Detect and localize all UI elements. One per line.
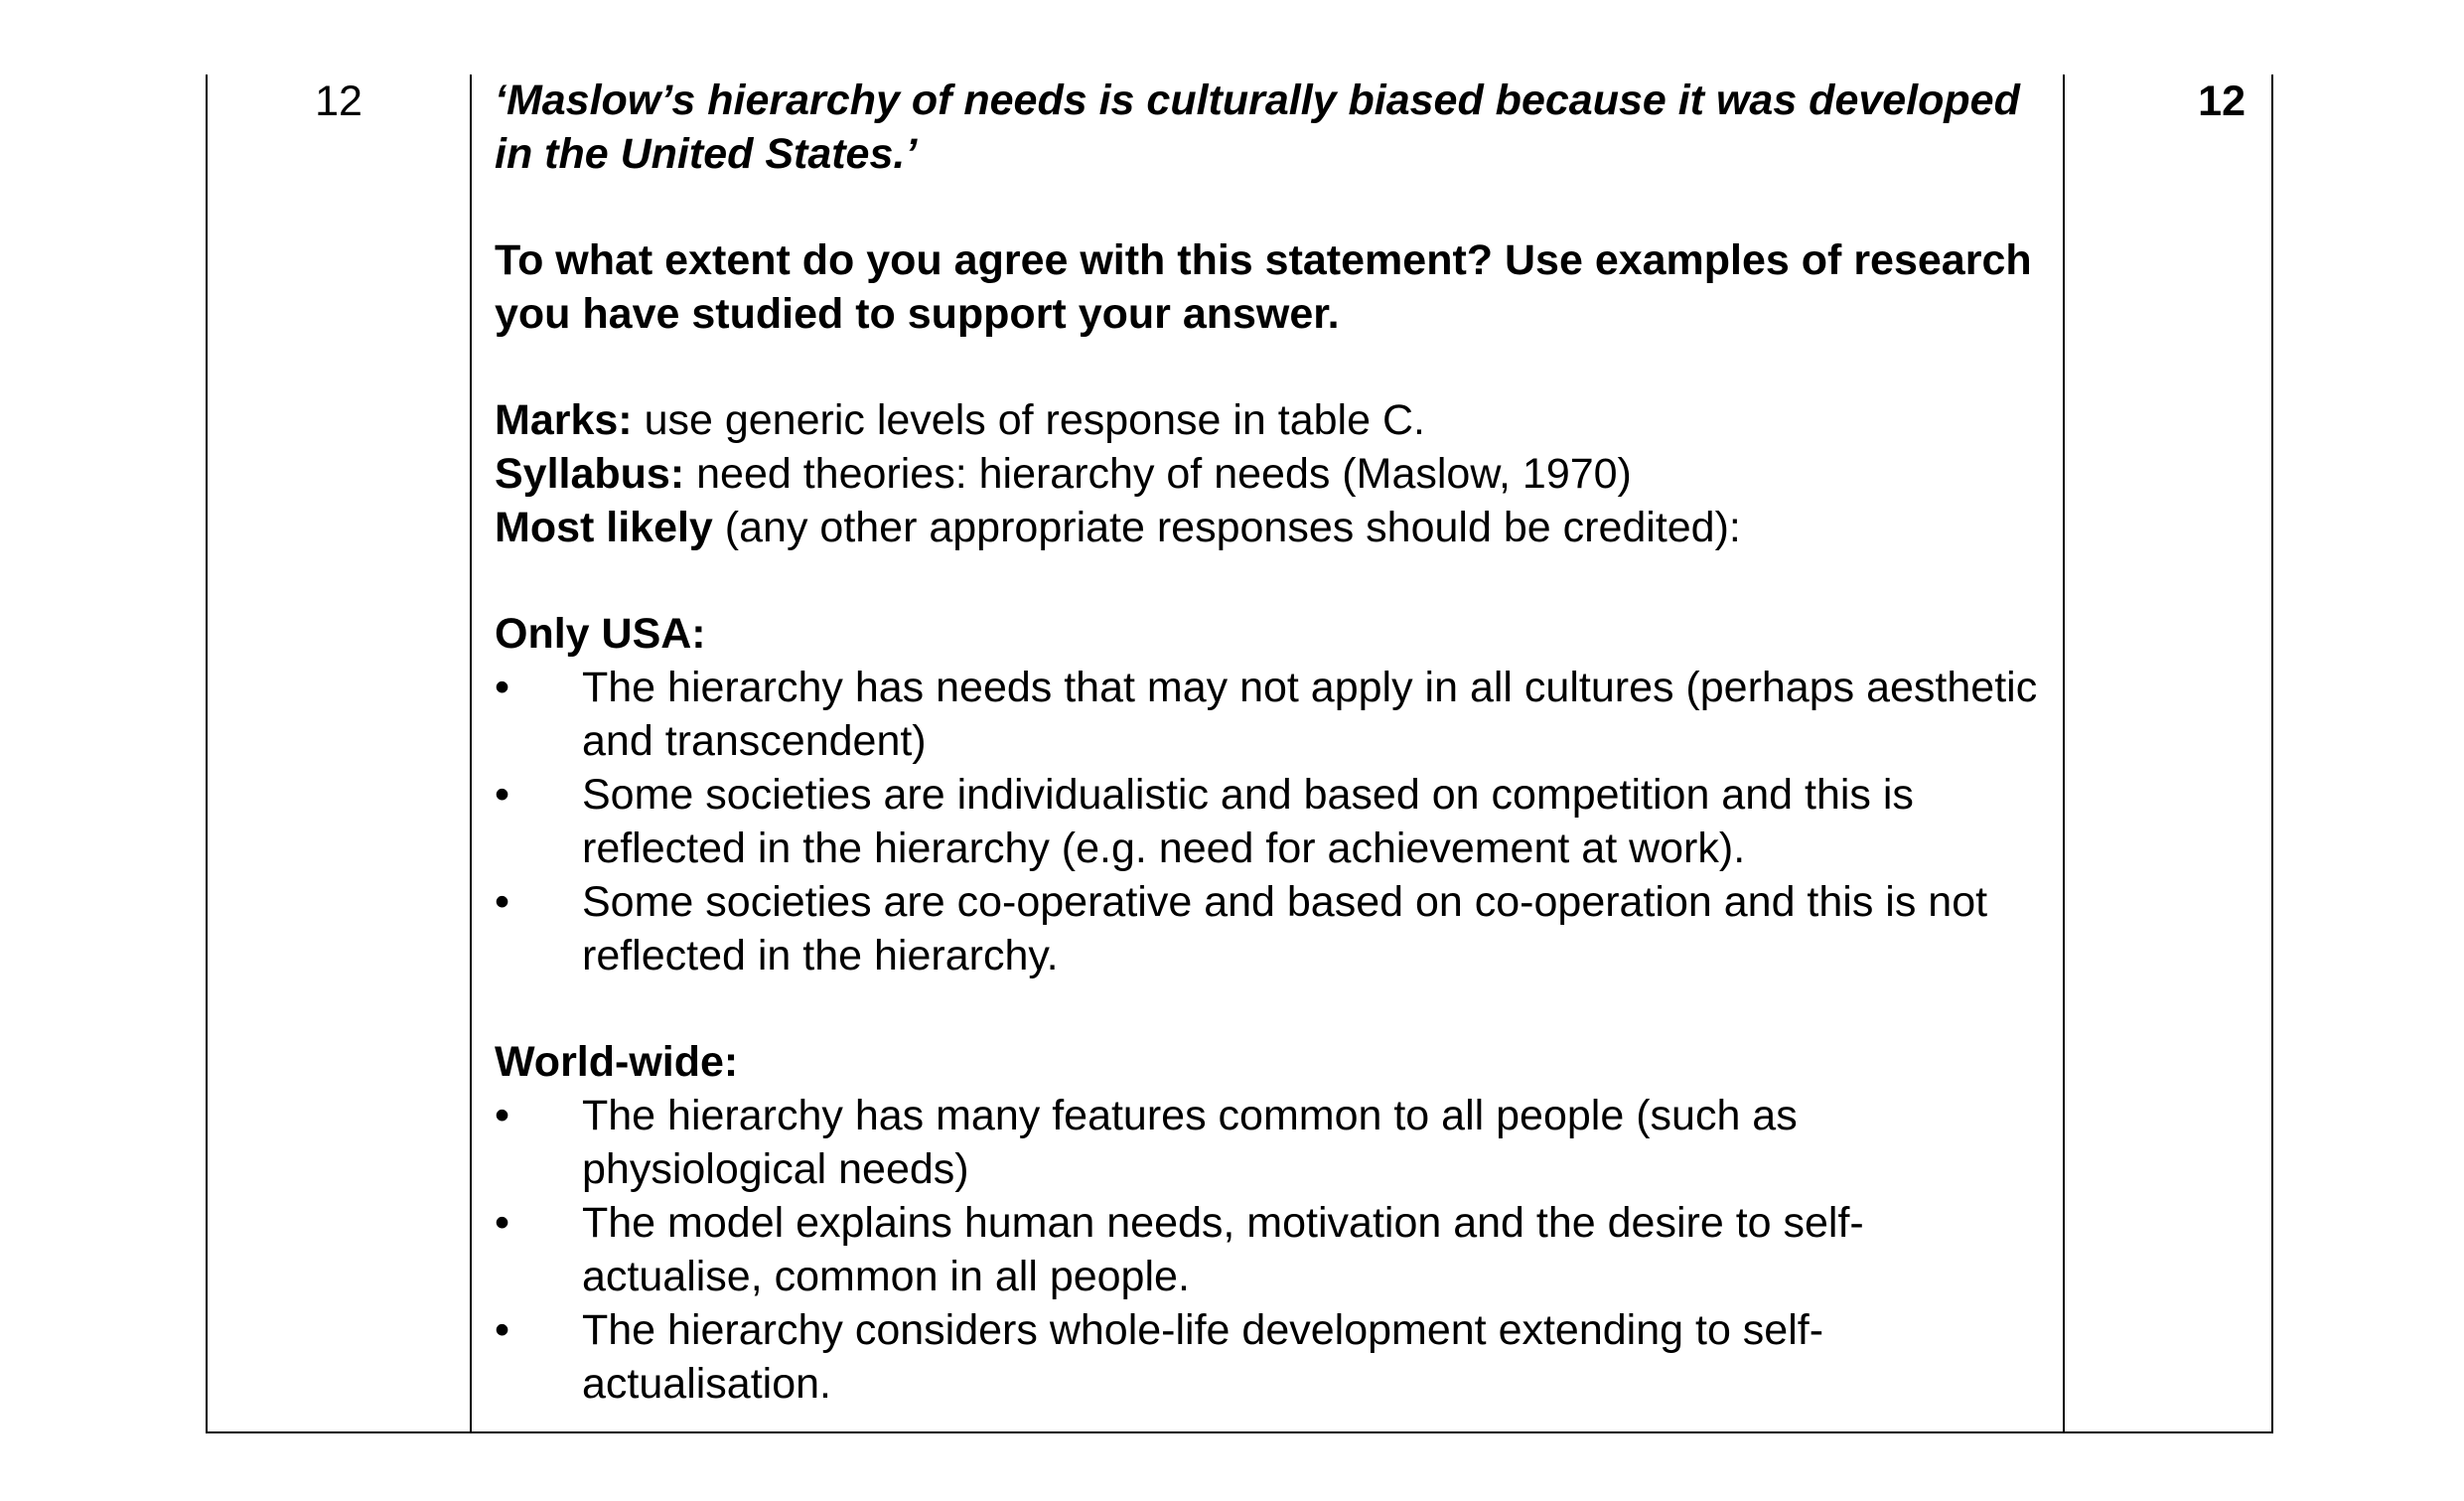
list-item-text: The hierarchy has needs that may not apply in all cultures (perhaps aesthetic and transcendent) <box>582 664 2038 765</box>
list-item-text: Some societies are individualistic and based on competition and this is reflected in the hierarchy (e.g. need for achievement at work). <box>582 771 1914 872</box>
bullet-icon: • <box>495 1092 510 1139</box>
world-wide-list <box>495 1089 2044 1411</box>
bullet-icon: • <box>495 1199 510 1247</box>
list-item-text: Some societies are co-operative and based on co-operation and this is not reflected in the hierarchy. <box>582 878 1988 979</box>
list-item-text: The hierarchy has many features common to all people (such as physiological needs) <box>582 1092 1798 1193</box>
marks-total: 12 <box>2198 77 2246 125</box>
marks-label: Marks: <box>495 396 633 444</box>
list-item-text: The hierarchy considers whole-life development extending to self-actualisation. <box>582 1306 1824 1408</box>
marks-line <box>495 393 2044 447</box>
question-quote: ‘Maslow’s hierarchy of needs is culturally biased because it was developed in the United States.’ <box>495 76 2020 178</box>
bullet-icon: • <box>495 878 510 926</box>
list-item <box>495 661 2044 768</box>
answer-guidance <box>495 74 2044 1411</box>
most-likely-label: Most likely <box>495 504 713 551</box>
only-usa-list <box>495 661 2044 982</box>
bullet-icon: • <box>495 771 510 819</box>
list-item <box>495 1303 2044 1411</box>
list-item <box>495 768 2044 875</box>
bullet-icon: • <box>495 1306 510 1354</box>
question-instruction: To what extent do you agree with this statement? Use examples of research you have studied to support your answer. <box>495 236 2032 338</box>
marks-text: use generic levels of response in table C. <box>632 396 1425 444</box>
column-divider-right <box>2063 75 2065 1433</box>
list-item <box>495 1089 2044 1196</box>
syllabus-label: Syllabus: <box>495 450 685 498</box>
column-divider-left <box>470 75 472 1433</box>
section-heading-only-usa: Only USA: <box>495 610 706 658</box>
syllabus-text: need theories: hierarchy of needs (Maslow, 1970) <box>684 450 1632 498</box>
list-item-text: The model explains human needs, motivation and the desire to self-actualise, common in all people. <box>582 1199 1864 1300</box>
section-heading-world-wide: World-wide: <box>495 1038 739 1086</box>
list-item <box>495 1196 2044 1303</box>
question-number: 12 <box>315 77 362 125</box>
most-likely-line <box>495 501 2044 554</box>
most-likely-text: (any other appropriate responses should be credited): <box>712 504 1741 551</box>
syllabus-line <box>495 447 2044 501</box>
bullet-icon: • <box>495 664 510 711</box>
list-item <box>495 875 2044 982</box>
